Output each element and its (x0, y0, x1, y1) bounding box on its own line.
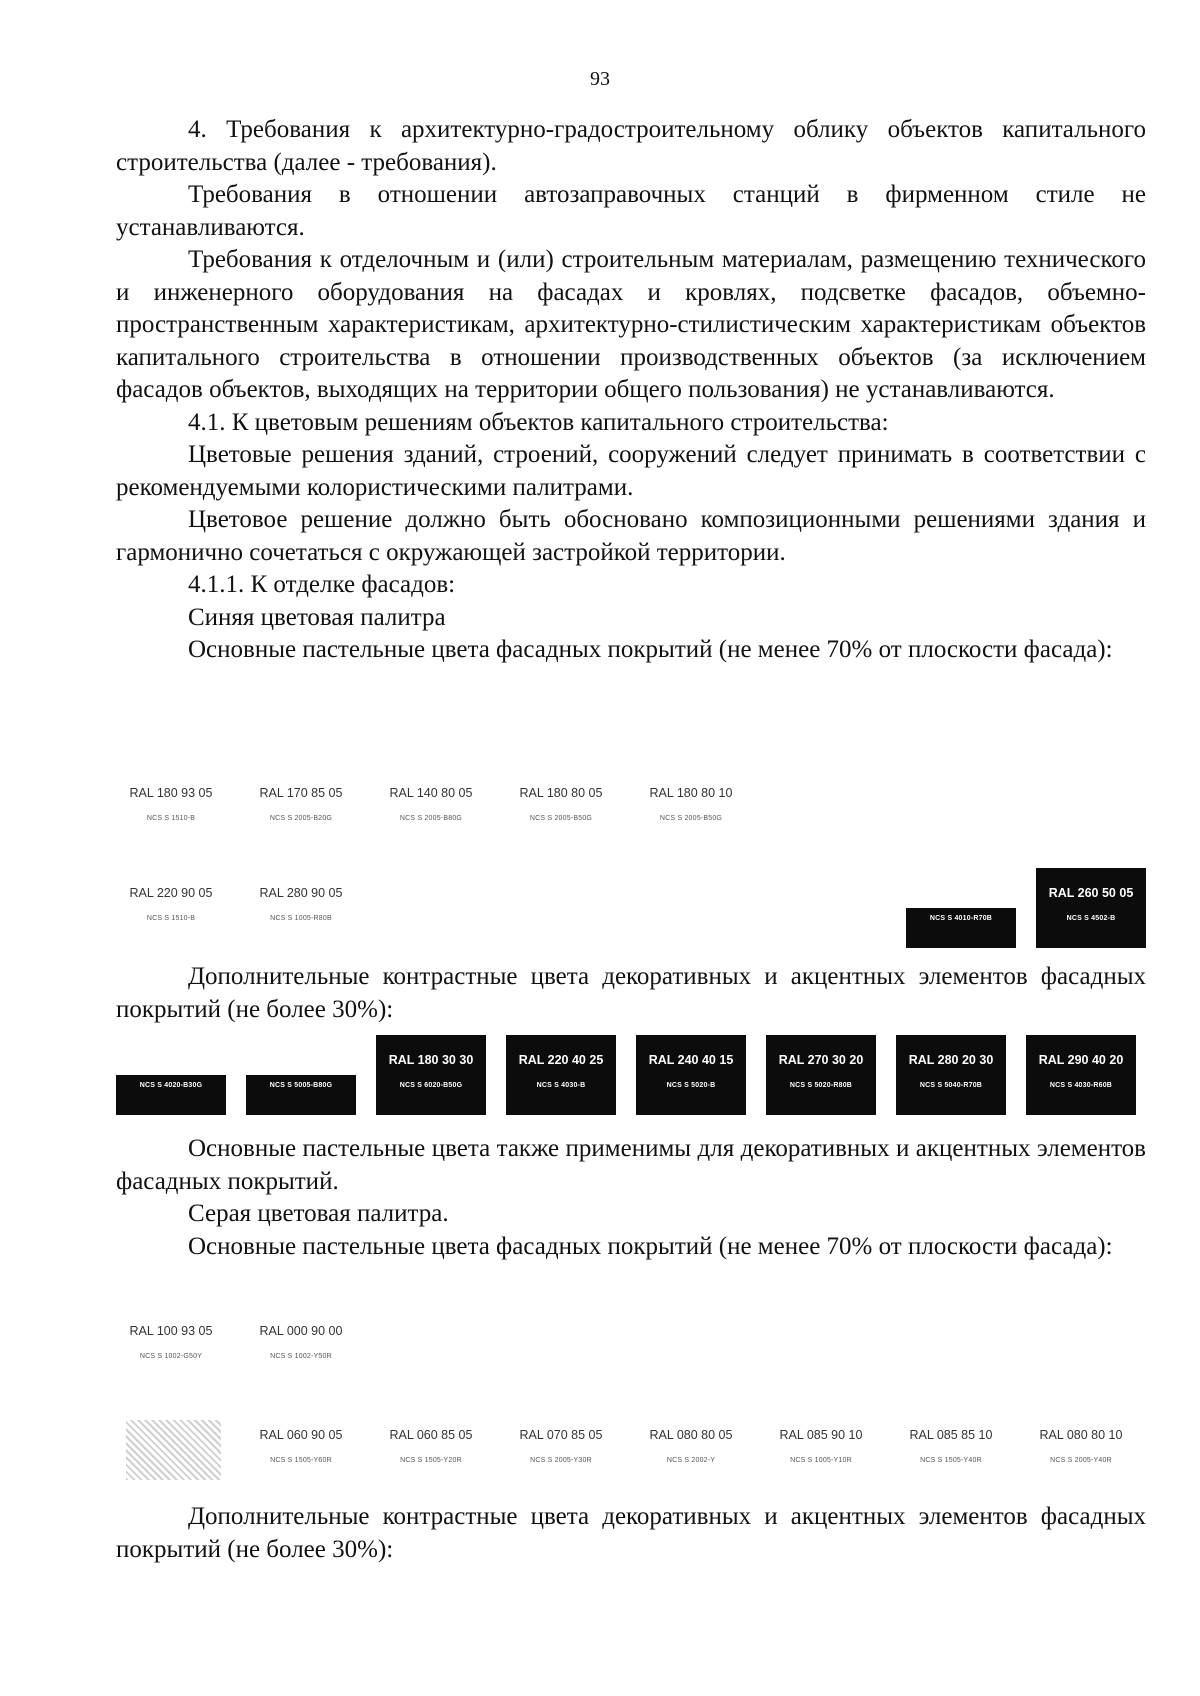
intro-text-block (116, 114, 1146, 667)
ncs-code: NCS S 2002-Y (666, 1457, 716, 1464)
color-swatch (1036, 868, 1146, 948)
color-swatch (376, 768, 486, 848)
ncs-code: NCS S 2005-Y40R (1050, 1457, 1112, 1464)
swatch-dark-band (906, 908, 1016, 948)
ncs-code: NCS S 5040-R70B (919, 1082, 983, 1089)
paragraph-gray-palette-title: Серая цветовая палитра. (188, 1200, 449, 1227)
ral-code: RAL 060 90 05 (259, 1428, 343, 1442)
page-number: 93 (590, 68, 610, 90)
color-swatch (636, 768, 746, 848)
paragraph-pastel-applicable: Основные пастельные цвета также применимы для декоративных и акцентных элементов фасадных покрытий. (116, 1135, 1146, 1195)
paragraph-gray-main-colors: Основные пастельные цвета фасадных покрытий (не менее 70% от плоскости фасада): (188, 1232, 1113, 1260)
blue-accent-text-block (116, 961, 1146, 1026)
gray-main-swatch-row-2 (116, 1410, 1146, 1490)
ncs-code: NCS S 2005-B80G (399, 815, 463, 822)
color-swatch (766, 1410, 876, 1490)
ral-code: RAL 080 80 05 (649, 1428, 733, 1442)
gray-accent-text-block (116, 1501, 1146, 1566)
color-swatch (636, 1410, 746, 1490)
ncs-code: NCS S 2005-Y30R (530, 1457, 592, 1464)
ral-code: RAL 280 90 05 (259, 886, 343, 900)
ral-code: RAL 085 90 10 (779, 1428, 863, 1442)
ncs-code: NCS S 1510-B (146, 915, 196, 922)
swatch-dark-band (116, 1075, 226, 1115)
faded-swatch-texture (126, 1420, 221, 1480)
color-swatch (766, 1035, 876, 1115)
color-swatch (506, 1410, 616, 1490)
gray-palette-text-block (116, 1133, 1146, 1263)
color-swatch (506, 768, 616, 848)
color-swatch (246, 868, 356, 948)
ral-code: RAL 100 93 05 (129, 1324, 213, 1338)
ral-code: RAL 180 80 10 (649, 786, 733, 800)
ral-code: RAL 240 40 15 (648, 1053, 734, 1067)
color-swatch (636, 1035, 746, 1115)
ncs-code: NCS S 1505-Y40R (920, 1457, 982, 1464)
color-swatch (376, 1035, 486, 1115)
ral-code: RAL 270 30 20 (778, 1053, 864, 1067)
ncs-code: NCS S 2005-B50G (529, 815, 593, 822)
color-swatch (116, 1035, 226, 1115)
blue-accent-swatch-row (116, 1035, 1146, 1115)
color-swatch (246, 768, 356, 848)
ral-code: RAL 280 20 30 (908, 1053, 994, 1067)
color-swatch (506, 1035, 616, 1115)
ral-code: RAL 140 80 05 (389, 786, 473, 800)
color-swatch (1026, 1035, 1136, 1115)
ral-code: RAL 180 80 05 (519, 786, 603, 800)
color-swatch (116, 1410, 226, 1490)
paragraph-gas-stations: Требования в отношении автозаправочных станций в фирменном стиле не устанавливаются. (116, 181, 1146, 241)
paragraph-gray-accent-colors: Дополнительные контрастные цвета декоративных и акцентных элементов фасадных покрытий (не более 30%): (116, 1503, 1146, 1563)
gray-main-swatch-row-1 (116, 1306, 1146, 1386)
ral-code: RAL 085 85 10 (909, 1428, 993, 1442)
color-swatch (896, 1035, 1006, 1115)
ral-code: RAL 080 80 10 (1039, 1428, 1123, 1442)
ncs-code: NCS S 1505-Y20R (400, 1457, 462, 1464)
ncs-code: NCS S 1005-Y10R (790, 1457, 852, 1464)
ncs-code: NCS S 6020-B50G (399, 1082, 463, 1089)
color-swatch (116, 768, 226, 848)
swatch-dark-band (246, 1075, 356, 1115)
color-swatch (116, 1306, 226, 1386)
color-swatch (246, 1306, 356, 1386)
ncs-code: NCS S 4020-B30G (139, 1082, 203, 1089)
ral-code: RAL 220 40 25 (518, 1053, 604, 1067)
ral-code: RAL 180 93 05 (129, 786, 213, 800)
ncs-code: NCS S 1002-Y50R (270, 1353, 332, 1360)
ral-code: RAL 070 85 05 (519, 1428, 603, 1442)
paragraph-production-objects: Требования к отделочным и (или) строительным материалам, размещению технического и инженерного оборудования на фасадах и кровлях, подсветке фасадов, объемно-пространственным характеристикам, архитектурно-стилистическим характеристикам объектов капитального строительства в отношении производственных объектов (за исключением фасадов объектов, выходящих на территории общего пользования) не устанавливаются. (116, 246, 1146, 403)
ral-code: RAL 060 85 05 (389, 1428, 473, 1442)
ncs-code: NCS S 2005-B50G (659, 815, 723, 822)
paragraph-color-solutions: Цветовые решения зданий, строений, сооружений следует принимать в соответствии с рекомендуемыми колористическими палитрами. (116, 441, 1146, 501)
ncs-code: NCS S 1005-R80B (270, 915, 332, 922)
ral-code: RAL 290 40 20 (1038, 1053, 1124, 1067)
paragraph-section-4-1-1-heading: 4.1.1. К отделке фасадов: (188, 571, 456, 598)
ncs-code: NCS S 1505-Y60R (270, 1457, 332, 1464)
ncs-code: NCS S 1510-B (146, 815, 196, 822)
ncs-code: NCS S 5005-B80G (269, 1082, 333, 1089)
ncs-code: NCS S 2005-B20G (269, 815, 333, 822)
blue-main-swatch-row-2 (116, 868, 1146, 948)
ral-code: RAL 170 85 05 (259, 786, 343, 800)
ral-code: RAL 180 30 30 (388, 1053, 474, 1067)
ncs-code: NCS S 5020-B (666, 1082, 716, 1089)
ncs-code: NCS S 4010-R70B (929, 915, 993, 922)
color-swatch (906, 868, 1016, 948)
ral-code: RAL 260 50 05 (1048, 886, 1134, 900)
color-swatch (376, 1410, 486, 1490)
paragraph-blue-main-colors: Основные пастельные цвета фасадных покрытий (не менее 70% от плоскости фасада): (188, 636, 1113, 663)
paragraph-section-4-1-heading: 4.1. К цветовым решениям объектов капитального строительства: (188, 408, 889, 436)
paragraph-blue-palette-title: Синяя цветовая палитра (188, 603, 446, 631)
paragraph-blue-accent-colors: Дополнительные контрастные цвета декоративных и акцентных элементов фасадных покрытий (не более 30%): (116, 963, 1146, 1023)
ral-code: RAL 000 90 00 (259, 1324, 343, 1338)
ncs-code: NCS S 4030-R60B (1049, 1082, 1113, 1089)
ncs-code: NCS S 4502-B (1066, 915, 1116, 922)
ncs-code: NCS S 1002-G50Y (139, 1353, 203, 1360)
color-swatch (116, 868, 226, 948)
blue-main-swatch-row-1 (116, 768, 1146, 848)
color-swatch (1026, 1410, 1136, 1490)
color-swatch (246, 1035, 356, 1115)
ncs-code: NCS S 4030-B (536, 1082, 586, 1089)
paragraph-section-4-heading: 4. Требования к архитектурно-градостроительному облику объектов капитального строительства (далее - требования). (116, 116, 1146, 176)
color-swatch (896, 1410, 1006, 1490)
paragraph-color-justification: Цветовое решение должно быть обосновано композиционными решениями здания и гармонично сочетаться с окружающей застройкой территории. (116, 506, 1146, 566)
ncs-code: NCS S 5020-R80B (789, 1082, 853, 1089)
color-swatch (246, 1410, 356, 1490)
ral-code: RAL 220 90 05 (129, 886, 213, 900)
